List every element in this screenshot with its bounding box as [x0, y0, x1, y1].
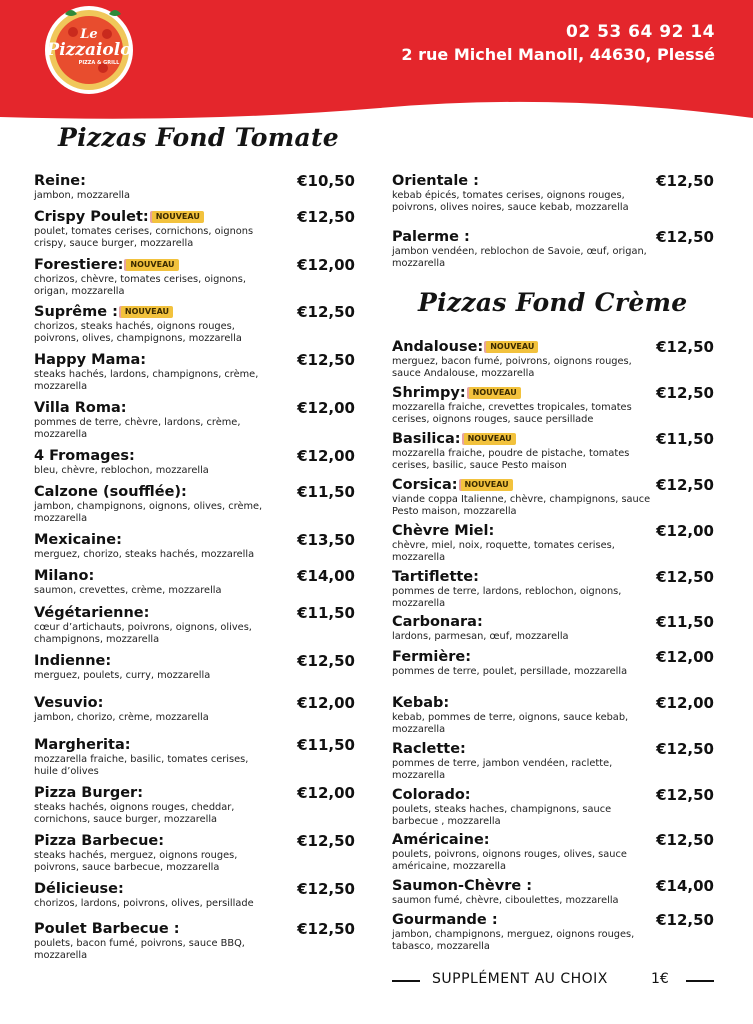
menu-item-price: €12,00 — [297, 256, 355, 274]
svg-text:Pizzaiolo: Pizzaiolo — [46, 40, 132, 60]
menu-item-name: Happy Mama: — [34, 352, 147, 368]
menu-item-name: Saumon-Chèvre : — [392, 878, 533, 894]
menu-item-price: €12,00 — [297, 399, 355, 417]
menu-item-description: pommes de terre, chèvre, lardons, crème, mozzarella — [34, 417, 241, 440]
menu-item — [34, 605, 355, 645]
menu-item-name: Indienne: — [34, 653, 112, 669]
menu-item — [392, 878, 714, 907]
new-badge: NOUVEAU — [152, 211, 204, 223]
menu-item-price: €11,50 — [297, 604, 355, 622]
menu-item-description: steaks hachés, merguez, oignons rouges, poivrons, sauce barbecue, mozzarella — [34, 850, 238, 873]
menu-item — [34, 352, 355, 392]
menu-item — [392, 695, 714, 735]
tomato-section-title: Pizzas Fond Tomate — [58, 123, 339, 152]
menu-item-price: €12,50 — [297, 832, 355, 850]
menu-item-name: Shrimpy: — [392, 385, 466, 401]
menu-item — [392, 385, 714, 425]
new-badge: NOUVEAU — [486, 341, 538, 353]
menu-item-price: €12,50 — [656, 911, 714, 929]
menu-item-description: mozzarella fraiche, poudre de pistache, tomates cerises, basilic, sauce Pesto maison — [392, 448, 630, 471]
menu-item-price: €12,50 — [656, 476, 714, 494]
menu-item-price: €11,50 — [656, 613, 714, 631]
menu-item-name: Colorado: — [392, 787, 471, 803]
menu-item-name: Raclette: — [392, 741, 466, 757]
new-badge: NOUVEAU — [121, 306, 173, 318]
menu-item — [34, 209, 355, 249]
menu-item-description: poulets, poivrons, oignons rouges, olives, sauce américaine, mozzarella — [392, 849, 627, 872]
menu-item — [392, 173, 714, 213]
menu-item-price: €12,50 — [656, 172, 714, 190]
menu-item-description: cœur d’artichauts, poivrons, oignons, olives, champignons, mozzarella — [34, 622, 252, 645]
menu-item-price: €12,50 — [656, 338, 714, 356]
supplement-row — [392, 971, 714, 991]
menu-item-description: chorizos, chèvre, tomates cerises, oignons, origan, mozzarella — [34, 274, 246, 297]
menu-item-description: pommes de terre, lardons, reblochon, oignons, mozzarella — [392, 586, 622, 609]
menu-item-description: merguez, bacon fumé, poivrons, oignons rouges, sauce Andalouse, mozzarella — [392, 356, 632, 379]
menu-item-name: Délicieuse: — [34, 881, 124, 897]
menu-item-description: jambon, chorizo, crème, mozzarella — [34, 712, 209, 723]
menu-item-description: poulet, tomates cerises, cornichons, oignons crispy, sauce burger, mozzarella — [34, 226, 254, 249]
menu-item-description: viande coppa Italienne, chèvre, champignons, sauce Pesto maison, mozzarella — [392, 494, 651, 517]
menu-item-description: saumon, crevettes, crème, mozzarella — [34, 585, 222, 596]
menu-item — [34, 448, 355, 477]
menu-item — [34, 400, 355, 440]
menu-item-description: jambon, champignons, merguez, oignons rouges, tabasco, mozzarella — [392, 929, 635, 952]
menu-item-description: mozzarella fraiche, basilic, tomates cerises, huile d’olives — [34, 754, 249, 777]
menu-item — [392, 741, 714, 781]
new-badge: NOUVEAU — [469, 387, 521, 399]
phone-number[interactable]: 02 53 64 92 14 — [566, 22, 715, 42]
menu-item-name: Reine: — [34, 173, 86, 189]
menu-item — [34, 304, 355, 344]
menu-item-name: Crispy Poulet: — [34, 209, 149, 225]
menu-item-price: €12,50 — [297, 920, 355, 938]
menu-item-description: steaks hachés, lardons, champignons, crème, mozzarella — [34, 369, 259, 392]
menu-item-name: Pizza Barbecue: — [34, 833, 165, 849]
new-badge: NOUVEAU — [464, 433, 516, 445]
menu-item-name: Palerme : — [392, 229, 470, 245]
menu-item — [34, 695, 355, 724]
menu-item-price: €12,50 — [656, 831, 714, 849]
menu-item-name: Pizza Burger: — [34, 785, 143, 801]
menu-item-name: Fermière: — [392, 649, 471, 665]
menu-item — [34, 173, 355, 202]
menu-item-name: Américaine: — [392, 832, 490, 848]
menu-item-price: €11,50 — [297, 736, 355, 754]
menu-item-price: €14,00 — [297, 567, 355, 585]
menu-item-description: bleu, chèvre, reblochon, mozzarella — [34, 465, 209, 476]
divider — [686, 980, 714, 982]
menu-item — [392, 431, 714, 471]
menu-item-description: pommes de terre, poulet, persillade, mozzarella — [392, 666, 628, 677]
supplement-price: 1€ — [651, 971, 669, 987]
menu-item-description: steaks hachés, oignons rouges, cheddar, cornichons, sauce burger, mozzarella — [34, 802, 235, 825]
menu-item — [392, 649, 714, 678]
menu-item — [392, 477, 714, 517]
menu-item-price: €13,50 — [297, 531, 355, 549]
svg-text:PIZZA & GRILL: PIZZA & GRILL — [78, 60, 120, 66]
new-badge: NOUVEAU — [461, 479, 513, 491]
menu-item-description: poulets, bacon fumé, poivrons, sauce BBQ, mozzarella — [34, 938, 245, 961]
menu-item-price: €11,50 — [656, 430, 714, 448]
menu-item-price: €12,00 — [656, 522, 714, 540]
menu-item-description: merguez, chorizo, steaks hachés, mozzarella — [34, 549, 255, 560]
supplement-label: SUPPLÉMENT AU CHOIX — [432, 971, 608, 987]
menu-item-description: jambon, mozzarella — [34, 190, 131, 201]
menu-item-name: Poulet Barbecue : — [34, 921, 180, 937]
menu-item-name: Corsica: — [392, 477, 458, 493]
menu-item-name: Calzone (soufflée): — [34, 484, 187, 500]
menu-item-price: €12,00 — [656, 648, 714, 666]
menu-item-name: Villa Roma: — [34, 400, 127, 416]
menu-item-description: kebab épicés, tomates cerises, oignons rouges, poivrons, olives noires, sauce kebab, mozzarella — [392, 190, 629, 213]
menu-item — [392, 569, 714, 609]
menu-item-name: 4 Fromages: — [34, 448, 135, 464]
menu-item — [392, 523, 714, 563]
menu-item-price: €12,50 — [297, 880, 355, 898]
menu-item-name: Milano: — [34, 568, 95, 584]
menu-item-description: chorizos, lardons, poivrons, olives, persillade — [34, 898, 254, 909]
menu-item-description: jambon, champignons, oignons, olives, crème, mozzarella — [34, 501, 263, 524]
menu-item-price: €12,00 — [297, 694, 355, 712]
menu-item-price: €12,50 — [656, 384, 714, 402]
menu-item — [392, 912, 714, 952]
menu-item-price: €12,00 — [656, 694, 714, 712]
menu-item-name: Chèvre Miel: — [392, 523, 495, 539]
menu-item-description: lardons, parmesan, œuf, mozzarella — [392, 631, 569, 642]
menu-item-name: Basilica: — [392, 431, 461, 447]
menu-item — [34, 532, 355, 561]
menu-item-name: Végétarienne: — [34, 605, 150, 621]
divider — [392, 980, 420, 982]
menu-item-price: €12,50 — [297, 652, 355, 670]
menu-item-description: chorizos, steaks hachés, oignons rouges, poivrons, olives, champignons, mozzarella — [34, 321, 242, 344]
menu-item — [34, 568, 355, 597]
menu-item-description: mozzarella fraiche, crevettes tropicales, tomates cerises, oignons rouges, sauce persillade — [392, 402, 632, 425]
new-badge: NOUVEAU — [126, 259, 178, 271]
menu-item-name: Kebab: — [392, 695, 450, 711]
menu-item-price: €12,50 — [297, 351, 355, 369]
menu-item-description: jambon vendéen, reblochon de Savoie, œuf, origan, mozzarella — [392, 246, 647, 269]
menu-item-price: €12,50 — [297, 208, 355, 226]
menu-item-price: €12,50 — [297, 303, 355, 321]
menu-item-name: Tartiflette: — [392, 569, 479, 585]
menu-item-description: saumon fumé, chèvre, ciboulettes, mozzarella — [392, 895, 619, 906]
menu-item-name: Mexicaine: — [34, 532, 122, 548]
svg-text:Le: Le — [80, 27, 98, 42]
menu-item-price: €12,50 — [656, 568, 714, 586]
menu-item-name: Vesuvio: — [34, 695, 104, 711]
menu-item — [392, 787, 714, 827]
menu-item — [392, 229, 714, 269]
menu-item-description: poulets, steaks haches, champignons, sauce barbecue , mozzarella — [392, 804, 612, 827]
menu-item — [392, 339, 714, 379]
menu-item-description: merguez, poulets, curry, mozzarella — [34, 670, 211, 681]
logo — [33, 2, 145, 94]
menu-item-price: €12,50 — [656, 786, 714, 804]
menu-item-price: €12,00 — [297, 447, 355, 465]
menu-item-name: Forestiere: — [34, 257, 124, 273]
menu-item — [34, 653, 355, 682]
menu-item — [34, 484, 355, 524]
menu-item-name: Gourmande : — [392, 912, 498, 928]
menu-item-name: Andalouse: — [392, 339, 484, 355]
menu-item — [34, 785, 355, 825]
menu-item-price: €12,00 — [297, 784, 355, 802]
menu-item-price: €10,50 — [297, 172, 355, 190]
menu-item-description: pommes de terre, jambon vendéen, raclette, mozzarella — [392, 758, 613, 781]
menu-item-name: Suprême : — [34, 304, 118, 320]
menu-item-name: Margherita: — [34, 737, 131, 753]
menu-item-price: €12,50 — [656, 228, 714, 246]
menu-item — [34, 737, 355, 777]
menu-item — [34, 257, 355, 297]
menu-item-description: kebab, pommes de terre, oignons, sauce kebab, mozzarella — [392, 712, 629, 735]
cream-section-title: Pizzas Fond Crème — [418, 288, 688, 317]
menu-item-price: €14,00 — [656, 877, 714, 895]
menu-item-price: €11,50 — [297, 483, 355, 501]
menu-item-price: €12,50 — [656, 740, 714, 758]
menu-item — [392, 832, 714, 872]
menu-item-description: chèvre, miel, noix, roquette, tomates cerises, mozzarella — [392, 540, 615, 563]
menu-item — [392, 614, 714, 643]
menu-item — [34, 833, 355, 873]
menu-item — [34, 881, 355, 910]
menu-item-name: Orientale : — [392, 173, 479, 189]
menu-item-name: Carbonara: — [392, 614, 483, 630]
menu-item — [34, 921, 355, 961]
address: 2 rue Michel Manoll, 44630, Plessé — [401, 45, 715, 64]
